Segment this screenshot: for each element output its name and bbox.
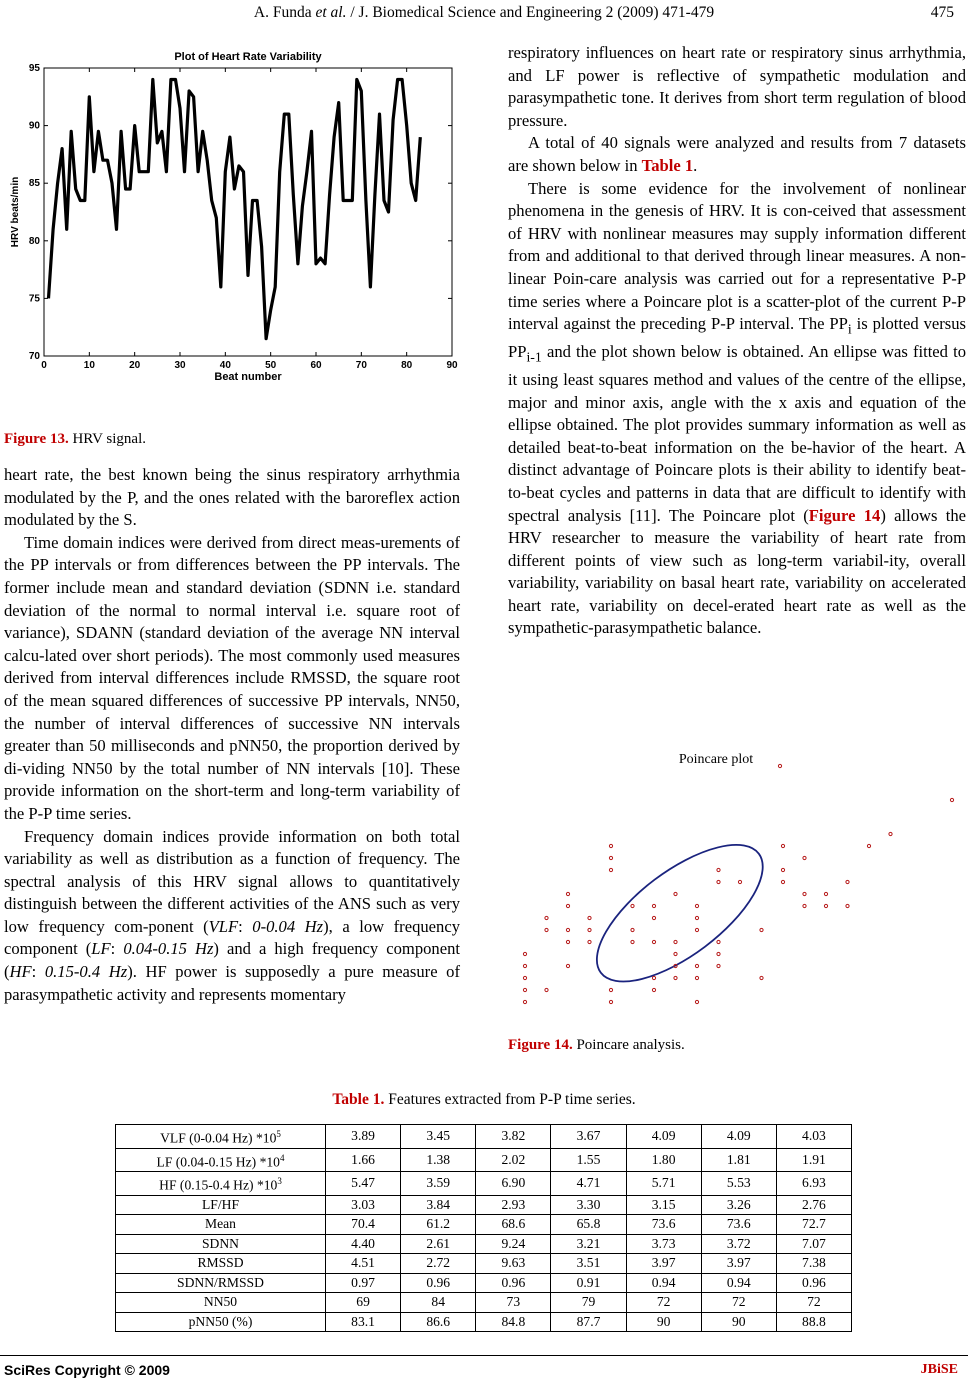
scatter-point [717,880,720,883]
table-cell: 0.94 [701,1273,776,1293]
x-tick-label: 40 [219,360,231,371]
scatter-point [609,856,612,859]
scatter-point [566,964,569,967]
table-cell: 0.96 [476,1273,551,1293]
scatter-point [867,844,870,847]
hrv-line-chart [6,46,462,392]
scatter-point [566,904,569,907]
table-cell: 3.97 [701,1254,776,1274]
scatter-point [523,952,526,955]
scatter-point [652,988,655,991]
figure14-link[interactable]: Figure 14 [808,505,881,525]
scatter-point [674,952,677,955]
scatter-point [674,892,677,895]
table-cell: 4.03 [776,1125,851,1149]
table-cell: 4.09 [626,1125,701,1149]
scatter-point [674,976,677,979]
scatter-point [889,832,892,835]
scatter-point [781,868,784,871]
x-tick-label: 10 [83,360,95,371]
table-cell: 0.97 [326,1273,401,1293]
hrv-series-line [49,80,421,339]
row-header: Mean [116,1215,326,1235]
table-cell: 3.45 [401,1125,476,1149]
row-header: RMSSD [116,1254,326,1274]
page-number: 475 [930,4,954,21]
table-cell: 3.73 [626,1234,701,1254]
table-cell: 3.15 [626,1195,701,1215]
table-cell: 3.72 [701,1234,776,1254]
table-cell: 3.84 [401,1195,476,1215]
y-tick-label: 85 [28,178,40,190]
scatter-point [781,880,784,883]
table-cell: 73.6 [626,1215,701,1235]
scatter-point [545,988,548,991]
x-tick-label: 30 [174,360,186,371]
y-tick-label: 75 [28,293,40,305]
scatter-point [760,928,763,931]
poincare-scatter-plot [508,740,966,1020]
table-cell: 72.7 [776,1215,851,1235]
x-tick-label: 90 [446,360,458,371]
scatter-point [824,892,827,895]
scatter-point [523,988,526,991]
row-header: NN50 [116,1293,326,1313]
scatter-point [609,988,612,991]
scatter-point [652,976,655,979]
table-cell: 3.26 [701,1195,776,1215]
table-cell: 9.24 [476,1234,551,1254]
table-row [116,1293,852,1313]
table-cell: 90 [701,1312,776,1332]
figure13-caption: Figure 13. HRV signal. [4,431,146,447]
footer-rule [0,1355,968,1356]
scatter-point [950,798,953,801]
x-axis-label: Beat number [214,371,282,383]
paragraph: Frequency domain indices provide information on both total variability as well as distribution as a function of frequency. The spectral analysis of this HRV signal allows to quantitatively distinguish between the different activities of the ANS such as very low frequency com-ponent (VLF: 0-0.04 Hz), a low frequency component (LF: 0.04-0.15 Hz) and a high frequency component (HF: 0.15-0.4 Hz). HF power is supposedly a pure measure of parasympathetic activity and represents momentary [4,826,460,1004]
table-cell: 1.38 [401,1148,476,1172]
table-cell: 1.91 [776,1148,851,1172]
scatter-point [588,940,591,943]
scatter-point [609,844,612,847]
table-row [116,1215,852,1235]
table-row [116,1148,852,1172]
scatter-point [760,976,763,979]
scatter-point [717,940,720,943]
row-header: HF (0.15-0.4 Hz) $*10^3$ [116,1172,326,1196]
table-cell: 3.97 [626,1254,701,1274]
table-cell: 72 [776,1293,851,1313]
running-head: A. Funda et al. / J. Biomedical Science and Engineering 2 (2009) 471-479 [253,4,715,21]
scatter-point [695,1000,698,1003]
scatter-point [695,904,698,907]
table-cell: 90 [626,1312,701,1332]
table-cell: 73 [476,1293,551,1313]
table-cell: 3.82 [476,1125,551,1149]
table-row [116,1125,852,1149]
x-tick-label: 60 [310,360,322,371]
table-row [116,1273,852,1293]
right-column-text [508,42,966,640]
scatter-point [523,964,526,967]
scatter-point [674,940,677,943]
table-cell: 5.71 [626,1172,701,1196]
table-cell: 2.93 [476,1195,551,1215]
table-cell: 3.67 [551,1125,626,1149]
scatter-point [545,916,548,919]
table-cell: 86.6 [401,1312,476,1332]
table-cell: 68.6 [476,1215,551,1235]
table-cell: 0.94 [626,1273,701,1293]
scatter-point [846,904,849,907]
table-cell: 83.1 [326,1312,401,1332]
scatter-point [631,904,634,907]
scatter-point [566,928,569,931]
table-cell: 73.6 [701,1215,776,1235]
paragraph: There is some evidence for the involvement of nonlinear phenomena in the genesis of HRV. It is con-ceived that assessment of HRV with nonlinear measures may supply information different from and additional to that derived through linear measures. A non-linear Poin-care analysis was carried out for a representative P-P time series where a Poincare plot is a scatter-plot of the current P-P interval against the preceding P-P interval. The $PP_i$ is plotted versus $PP_{i-1}$ and the plot shown below is obtained. An ellipse was fitted to it using least squares method and values of the centre of the ellipse, major and minor axis, angle with the x axis and equation of the ellipse obtained. The plot provides summary information as well as detailed beat-to-beat information on the be-havior of the heart. A distinct advantage of Poincare plots is their ability to identify beat-to-beat cycles and patterns in data that are difficult to identify with spectral analysis [11]. The Poincare plot (Figure 14) allows the HRV researcher to measure the variability of heart rate from different points of view such as long-term variabil-ity, overall variability, variability on basal heart rate, variability on accelerated heart rate, variability on decel-erated heart rate as well as the sympathetic-parasympathetic balance. [508,178,966,638]
footer-copyright: SciRes Copyright © 2009 [4,1362,170,1378]
table-cell: 3.21 [551,1234,626,1254]
table-cell: 7.38 [776,1254,851,1274]
y-tick-label: 80 [28,235,40,247]
row-header: LF/HF [116,1195,326,1215]
fitted-ellipse [576,820,784,1006]
scatter-point [588,928,591,931]
table-cell: 3.59 [401,1172,476,1196]
x-tick-label: 70 [355,360,367,371]
footer-journal: JBiSE [920,1362,958,1377]
scatter-point [778,764,781,767]
table-cell: 61.2 [401,1215,476,1235]
table-cell: 3.89 [326,1125,401,1149]
table-cell: 72 [626,1293,701,1313]
paragraph: A total of 40 signals were analyzed and results from 7 datasets are shown below in Table 1. [508,133,966,175]
row-header: LF (0.04-0.15 Hz) $*10^4$ [116,1148,326,1172]
chart-title: Plot of Heart Rate Variability [174,51,322,63]
x-tick-label: 20 [129,360,141,371]
table-cell: 3.03 [326,1195,401,1215]
table-row [116,1172,852,1196]
y-axis-label: HRV beats/min [10,176,21,248]
scatter-point [652,904,655,907]
table-cell: 9.63 [476,1254,551,1274]
table-cell: 1.66 [326,1148,401,1172]
table-cell: 0.96 [401,1273,476,1293]
table-row [116,1195,852,1215]
x-tick-label: 50 [265,360,277,371]
table-cell: 2.72 [401,1254,476,1274]
table-cell: 2.76 [776,1195,851,1215]
table-cell: 0.96 [776,1273,851,1293]
left-column-text [4,464,460,1006]
row-header: pNN50 (%) [116,1312,326,1332]
table-cell: 84.8 [476,1312,551,1332]
scatter-point [695,928,698,931]
table-cell: 1.80 [626,1148,701,1172]
table-cell: 5.53 [701,1172,776,1196]
scatter-point [695,976,698,979]
table1-link[interactable]: Table 1 [641,155,694,175]
table-cell: 72 [701,1293,776,1313]
scatter-point [824,904,827,907]
table-cell: 70.4 [326,1215,401,1235]
table-cell: 65.8 [551,1215,626,1235]
table-cell: 79 [551,1293,626,1313]
table-cell: 4.51 [326,1254,401,1274]
table-row [116,1312,852,1332]
scatter-point [566,940,569,943]
scatter-point [846,880,849,883]
scatter-point [652,916,655,919]
scatter-point [631,940,634,943]
table-cell: 88.8 [776,1312,851,1332]
scatter-point [738,880,741,883]
table-cell: 5.47 [326,1172,401,1196]
scatter-point [609,868,612,871]
scatter-point [717,868,720,871]
table-cell: 2.61 [401,1234,476,1254]
y-tick-label: 90 [28,120,40,132]
scatter-point [523,976,526,979]
scatter-point [717,952,720,955]
scatter-point [695,964,698,967]
table-row [116,1234,852,1254]
features-table [115,1124,852,1332]
scatter-point [588,916,591,919]
table-cell: 6.90 [476,1172,551,1196]
table-cell: 84 [401,1293,476,1313]
x-tick-label: 80 [401,360,413,371]
scatter-point [803,904,806,907]
table-cell: 4.09 [701,1125,776,1149]
table1-caption: Table 1. Features extracted from P-P time series. [332,1091,636,1108]
plot-frame [44,68,452,356]
scatter-point [523,1000,526,1003]
scatter-point [631,928,634,931]
table-cell: 7.07 [776,1234,851,1254]
table-row [116,1254,852,1274]
paragraph: Time domain indices were derived from direct meas-urements of the PP intervals or from differences between the PP intervals. The former include mean and standard deviation (SDNN i.e. standard deviation of the normal to normal interval i.e. square root of variance), SDANN (standard deviation of the average NN interval calcu-lated over short periods). The most commonly used measures derived from interval differences include RMSSD, the square root of the mean squared differences of successive PP intervals, NN50, the number of interval differences of successive NN intervals greater than 50 milliseconds and pNN50, the proportion derived by di-viding NN50 by the total number of NN intervals [10]. These provide information on the short-term and long-term variability of the P-P time series. [4,532,460,823]
figure14-caption: Figure 14. Poincare analysis. [508,1037,685,1053]
scatter-point [545,928,548,931]
scatter-point [803,892,806,895]
table-cell: 2.02 [476,1148,551,1172]
table-cell: 4.40 [326,1234,401,1254]
table-cell: 1.55 [551,1148,626,1172]
y-tick-label: 95 [28,63,40,74]
table-cell: 0.91 [551,1273,626,1293]
row-header: VLF (0-0.04 Hz) $*10^5$ [116,1125,326,1149]
table-cell: 6.93 [776,1172,851,1196]
table-cell: 69 [326,1293,401,1313]
scatter-point [566,892,569,895]
table-cell: 3.30 [551,1195,626,1215]
x-tick-label: 0 [41,360,47,371]
paragraph: heart rate, the best known being the sinus respiratory arrhythmia modulated by the P, and the ones related with the baroreflex action modulated by the S. [4,465,460,530]
scatter-point [609,1000,612,1003]
scatter-point [652,940,655,943]
chart-title: Poincare plot [678,752,754,767]
y-tick-label: 70 [28,351,40,362]
scatter-point [803,856,806,859]
table-cell: 3.51 [551,1254,626,1274]
row-header: SDNN [116,1234,326,1254]
paragraph: respiratory influences on heart rate or respiratory sinus arrhythmia, and LF power is reflective of sympathetic modulation and parasympathetic tone. It derives from short term regulation of blood pressure. [508,43,966,130]
scatter-point [781,844,784,847]
table-cell: 87.7 [551,1312,626,1332]
scatter-point [717,964,720,967]
scatter-point [695,916,698,919]
row-header: SDNN/RMSSD [116,1273,326,1293]
table-cell: 4.71 [551,1172,626,1196]
table-cell: 1.81 [701,1148,776,1172]
